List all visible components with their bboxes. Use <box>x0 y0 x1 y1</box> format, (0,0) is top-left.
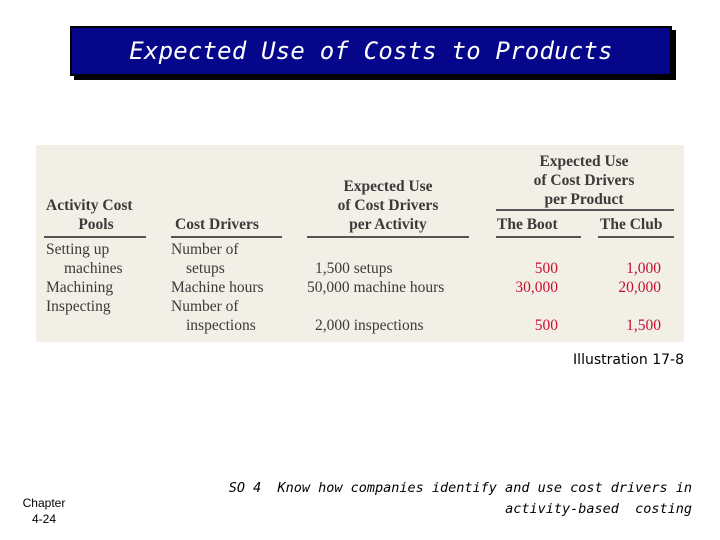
row2-pool: Machining <box>46 279 114 296</box>
header-activity-line2: of Cost Drivers <box>337 197 439 214</box>
cost-driver-table <box>36 145 684 342</box>
study-objective-line2: activity-based costing <box>505 501 692 517</box>
row1-driver-line1: Number of <box>171 241 239 258</box>
row1-driver-line2: setups <box>186 260 225 277</box>
rule-drivers <box>171 236 282 238</box>
header-activity-line3: per Activity <box>349 216 427 233</box>
row1-boot-value: 500 <box>534 260 558 277</box>
row2-activity-value: 50,000 machine hours <box>307 279 445 296</box>
illustration-caption: Illustration 17-8 <box>573 352 684 368</box>
row2-club-value: 20,000 <box>618 279 661 296</box>
study-objective-line1: SO 4 Know how companies identify and use cost drivers in <box>228 480 692 496</box>
row1-pool-line1: Setting up <box>46 241 110 258</box>
header-the-club: The Club <box>600 216 663 233</box>
chapter-label-line2: 4-24 <box>31 512 57 526</box>
header-pools-line1: Activity Cost <box>46 197 133 214</box>
row1-activity-value: 1,500 setups <box>315 260 393 277</box>
header-product-line2: of Cost Drivers <box>533 172 635 189</box>
slide-title: Expected Use of Costs to Products <box>129 37 613 65</box>
rule-activity <box>307 236 469 238</box>
row3-driver-line2: inspections <box>186 317 256 334</box>
rule-pools <box>44 236 146 238</box>
chapter-label <box>14 495 74 527</box>
row3-club-value: 1,500 <box>626 317 661 334</box>
header-product-line1: Expected Use <box>539 153 629 170</box>
rule-club <box>598 236 674 238</box>
row3-boot-value: 500 <box>534 317 558 334</box>
row1-club-value: 1,000 <box>626 260 661 277</box>
study-objective <box>222 478 692 520</box>
header-pools-line2: Pools <box>78 216 114 233</box>
chapter-label-line1: Chapter <box>22 496 66 510</box>
title-banner <box>70 26 672 76</box>
header-the-boot: The Boot <box>497 216 558 233</box>
header-product-line3: per Product <box>544 191 624 208</box>
row2-boot-value: 30,000 <box>515 279 558 296</box>
row3-activity-value: 2,000 inspections <box>315 317 424 334</box>
row3-driver-line1: Number of <box>171 298 239 315</box>
header-activity-line1: Expected Use <box>343 178 433 195</box>
rule-boot <box>496 236 581 238</box>
rule-product-group <box>496 209 674 211</box>
row3-pool: Inspecting <box>46 298 111 315</box>
row2-driver: Machine hours <box>171 279 264 296</box>
header-cost-drivers: Cost Drivers <box>175 216 259 233</box>
row1-pool-line2: machines <box>64 260 123 277</box>
